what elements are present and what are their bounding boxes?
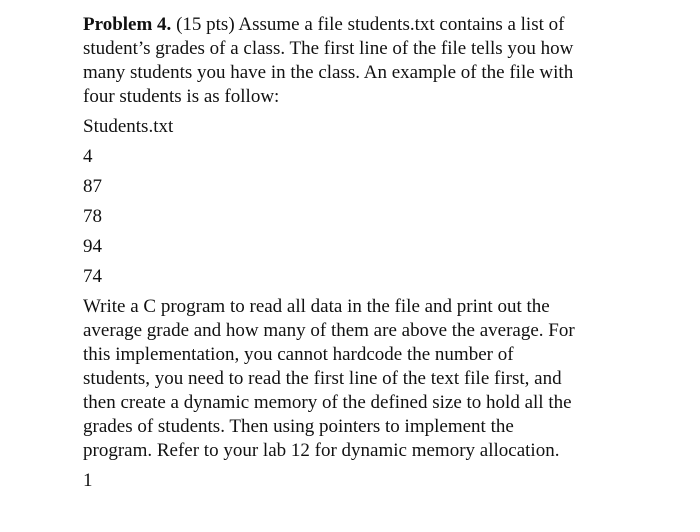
instructions-line: average grade and how many of them are above the average. For <box>83 320 575 341</box>
file-example-value: 4 <box>83 146 93 167</box>
problem-intro-line-2: student’s grades of a class. The first line of the file tells you how <box>83 38 574 59</box>
file-example-value: 94 <box>83 236 102 257</box>
problem-intro-line-1 <box>83 13 643 37</box>
problem-intro-text-1: (15 pts) Assume a file students.txt contains a list of <box>171 14 565 35</box>
file-example-value: 87 <box>83 176 102 197</box>
instructions-line: students, you need to read the first line of the text file first, and <box>83 368 562 389</box>
instructions-line: Write a C program to read all data in the file and print out the <box>83 296 550 317</box>
problem-label: Problem 4. <box>83 14 172 35</box>
instructions-line: program. Refer to your lab 12 for dynamic memory allocation. <box>83 440 560 461</box>
file-example-value: 78 <box>83 206 102 227</box>
instructions-line: grades of students. Then using pointers to implement the <box>83 416 514 437</box>
problem-intro-line-3: many students you have in the class. An example of the file with <box>83 62 574 83</box>
page-number: 1 <box>83 470 93 491</box>
instructions-line: then create a dynamic memory of the defined size to hold all the <box>83 392 572 413</box>
problem-statement <box>83 13 643 109</box>
document-body <box>83 13 643 493</box>
instructions-line: this implementation, you cannot hardcode the number of <box>83 344 514 365</box>
file-example-name: Students.txt <box>83 116 174 137</box>
file-example-value: 74 <box>83 266 102 287</box>
problem-intro-line-4: four students is as follow: <box>83 86 280 107</box>
instructions-paragraph <box>83 295 643 463</box>
